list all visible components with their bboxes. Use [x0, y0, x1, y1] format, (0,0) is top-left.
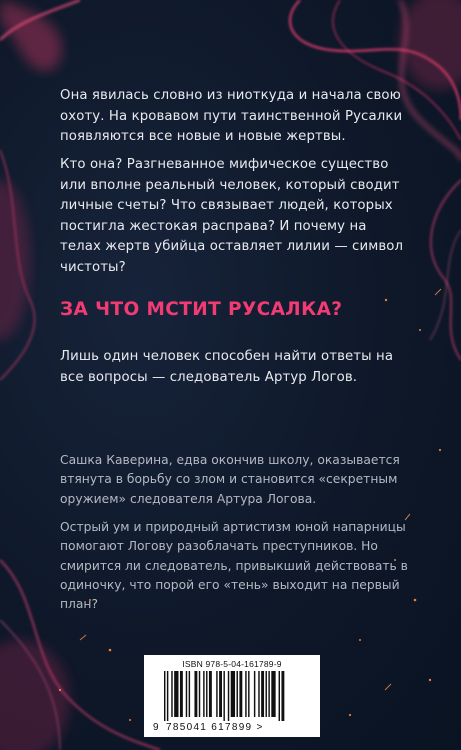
barcode-lead-digit: 9: [153, 722, 159, 733]
blurb-paragraph-3: Лишь один человек способен найти ответы на все вопросы — следователь Артур Логов.: [60, 349, 394, 385]
series-paragraph-2: Острый ум и природный артистизм юной напарницы помогают Логову разоблачать преступников. Но смирится ли следователь, привыкший действовать в одиночку, что порой его «тень» выходит на первый план?: [60, 520, 408, 612]
isbn-barcode: [144, 655, 320, 737]
barcode-bars: [164, 671, 300, 721]
isbn-label: ISBN 978-5-04-161789-9: [182, 659, 282, 669]
barcode-digits: 785041 617899 >: [166, 722, 264, 733]
series-paragraph-1: Сашка Каверина, едва окончив школу, оказывается втянута в борьбу со злом и становится «секретным оружием» следователя Артура Логова.: [60, 453, 400, 506]
blurb-headline: ЗА ЧТО МСТИТ РУСАЛКА?: [60, 299, 343, 320]
blurb-paragraph-1: Она явилась словно из ниоткуда и начала свою охоту. На кровавом пути таинственной Русалки появляются все новые и новые жертвы.: [60, 88, 403, 144]
blurb-paragraph-2: Кто она? Разгневанное мифическое существо или вполне реальный человек, который сводит личные счеты? Что связывает людей, которых постигла жестокая расправа? И почему на телах жертв убийца оставляет лилии — символ чистоты?: [60, 157, 404, 275]
